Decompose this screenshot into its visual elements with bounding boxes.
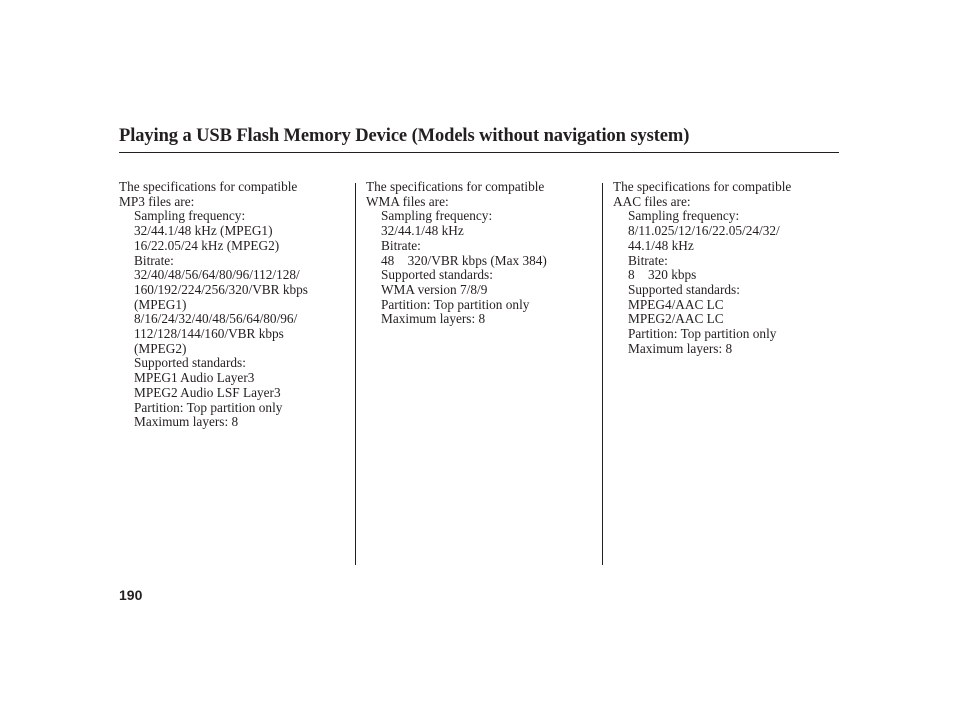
spec-line: (MPEG1) bbox=[134, 296, 187, 312]
column-intro-line: The specifications for compatible bbox=[366, 179, 545, 194]
spec-line: Partition: Top partition only bbox=[134, 399, 283, 415]
spec-column-mp3 bbox=[119, 180, 349, 430]
spec-line: MPEG4/AAC LC bbox=[628, 296, 724, 312]
spec-list bbox=[613, 209, 843, 356]
spec-line: 160/192/224/256/320/VBR kbps bbox=[134, 281, 308, 297]
page-number: 190 bbox=[119, 587, 143, 603]
spec-line: 112/128/144/160/VBR kbps bbox=[134, 326, 284, 342]
column-intro-line: The specifications for compatible bbox=[613, 179, 792, 194]
spec-line: Sampling frequency: bbox=[134, 208, 246, 224]
page-title: Playing a USB Flash Memory Device (Models without navigation system) bbox=[119, 126, 690, 146]
spec-line: 32/44.1/48 kHz bbox=[381, 223, 464, 239]
spec-line: MPEG2 Audio LSF Layer3 bbox=[134, 384, 281, 400]
spec-line: 8/16/24/32/40/48/56/64/80/96/ bbox=[134, 311, 298, 327]
spec-line: Supported standards: bbox=[381, 267, 493, 283]
spec-line: 48 320/VBR kbps (Max 384) bbox=[381, 252, 547, 268]
column-divider bbox=[602, 183, 603, 565]
spec-line: Maximum layers: 8 bbox=[628, 340, 733, 356]
spec-line: Sampling frequency: bbox=[381, 208, 493, 224]
spec-line: Maximum layers: 8 bbox=[134, 414, 239, 430]
spec-line: Bitrate: bbox=[134, 252, 174, 268]
spec-line: Sampling frequency: bbox=[628, 208, 740, 224]
spec-line: Bitrate: bbox=[628, 252, 668, 268]
spec-line: 8/11.025/12/16/22.05/24/32/ bbox=[628, 223, 780, 239]
spec-line: Maximum layers: 8 bbox=[381, 311, 486, 327]
spec-line: MPEG1 Audio Layer3 bbox=[134, 370, 255, 386]
spec-line: Partition: Top partition only bbox=[628, 326, 777, 342]
spec-column-aac bbox=[613, 180, 843, 356]
spec-line: 44.1/48 kHz bbox=[628, 237, 694, 253]
spec-line: 8 320 kbps bbox=[628, 267, 697, 283]
column-intro-line: AAC files are: bbox=[613, 193, 691, 209]
spec-list bbox=[366, 209, 596, 327]
column-divider bbox=[355, 183, 356, 565]
column-intro-line: MP3 files are: bbox=[119, 193, 195, 209]
spec-line: Bitrate: bbox=[381, 237, 421, 253]
title-rule bbox=[119, 152, 839, 153]
column-intro-line: The specifications for compatible bbox=[119, 179, 298, 194]
spec-line: 32/44.1/48 kHz (MPEG1) bbox=[134, 223, 273, 239]
spec-line: Supported standards: bbox=[134, 355, 246, 371]
spec-line: WMA version 7/8/9 bbox=[381, 281, 488, 297]
spec-column-wma bbox=[366, 180, 596, 327]
spec-line: 16/22.05/24 kHz (MPEG2) bbox=[134, 237, 280, 253]
spec-line: MPEG2/AAC LC bbox=[628, 311, 724, 327]
spec-line: 32/40/48/56/64/80/96/112/128/ bbox=[134, 267, 300, 283]
spec-line: Supported standards: bbox=[628, 281, 740, 297]
spec-line: Partition: Top partition only bbox=[381, 296, 530, 312]
spec-line: (MPEG2) bbox=[134, 340, 187, 356]
spec-list bbox=[119, 209, 349, 430]
column-intro-line: WMA files are: bbox=[366, 193, 449, 209]
